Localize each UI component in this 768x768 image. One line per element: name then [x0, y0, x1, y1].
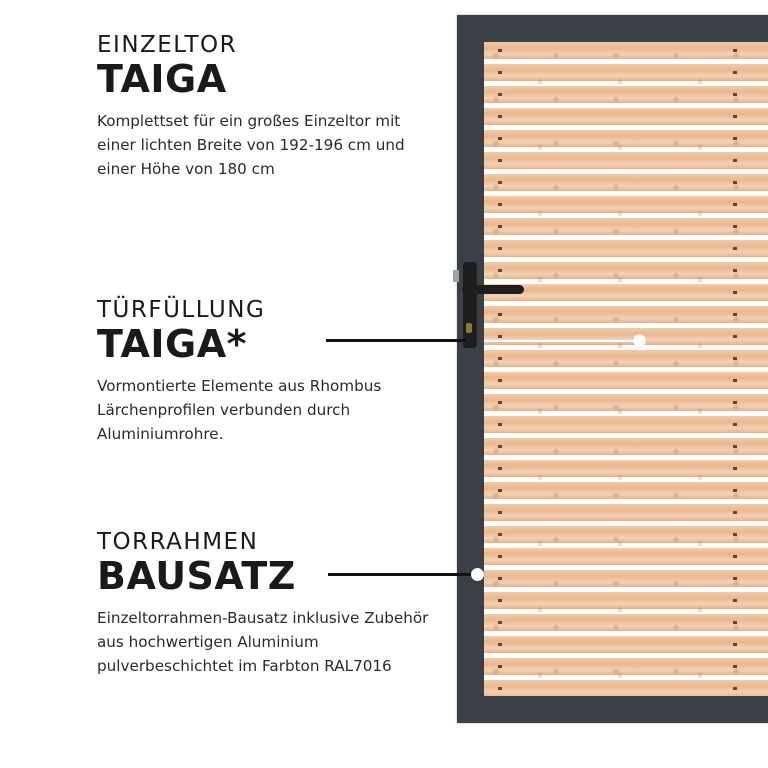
infill-info-block	[97, 299, 437, 446]
door-handle-lever	[462, 285, 524, 294]
gate-description: Komplettset für ein großes Einzeltor mit einer lichten Breite von 192-196 cm und einer Höhe von 180 cm	[97, 111, 405, 178]
infill-callout-line-inner	[484, 340, 636, 342]
infill-title: TAIGA*	[97, 322, 247, 366]
frame-title: BAUSATZ	[97, 554, 296, 598]
infill-post-left	[498, 42, 502, 696]
gate-info-block	[97, 34, 437, 181]
frame-callout-dot	[471, 568, 484, 581]
frame-callout-line	[328, 573, 472, 576]
door-handle-plate	[463, 262, 477, 348]
infill-callout-dot	[633, 334, 646, 347]
gate-title: TAIGA	[97, 57, 227, 101]
frame-description: Einzeltorrahmen-Bausatz inklusive Zubehör aus hochwertigen Aluminium pulverbeschichtet im Farbton RAL7016	[97, 608, 429, 675]
infill-callout-line	[326, 339, 466, 342]
frame-eyebrow: TORRAHMEN	[97, 529, 259, 555]
infill-description: Vormontierte Elemente aus Rhombus Lärchenprofilen verbunden durch Aluminiumrohre.	[97, 376, 382, 443]
infill-post-right	[733, 42, 737, 696]
gate-wood-infill	[484, 42, 768, 696]
gate-hinge	[453, 270, 459, 282]
lock-cylinder	[466, 323, 472, 333]
gate-eyebrow: EINZELTOR	[97, 32, 238, 58]
frame-info-block	[97, 531, 437, 678]
infill-eyebrow: TÜRFÜLLUNG	[97, 297, 266, 323]
